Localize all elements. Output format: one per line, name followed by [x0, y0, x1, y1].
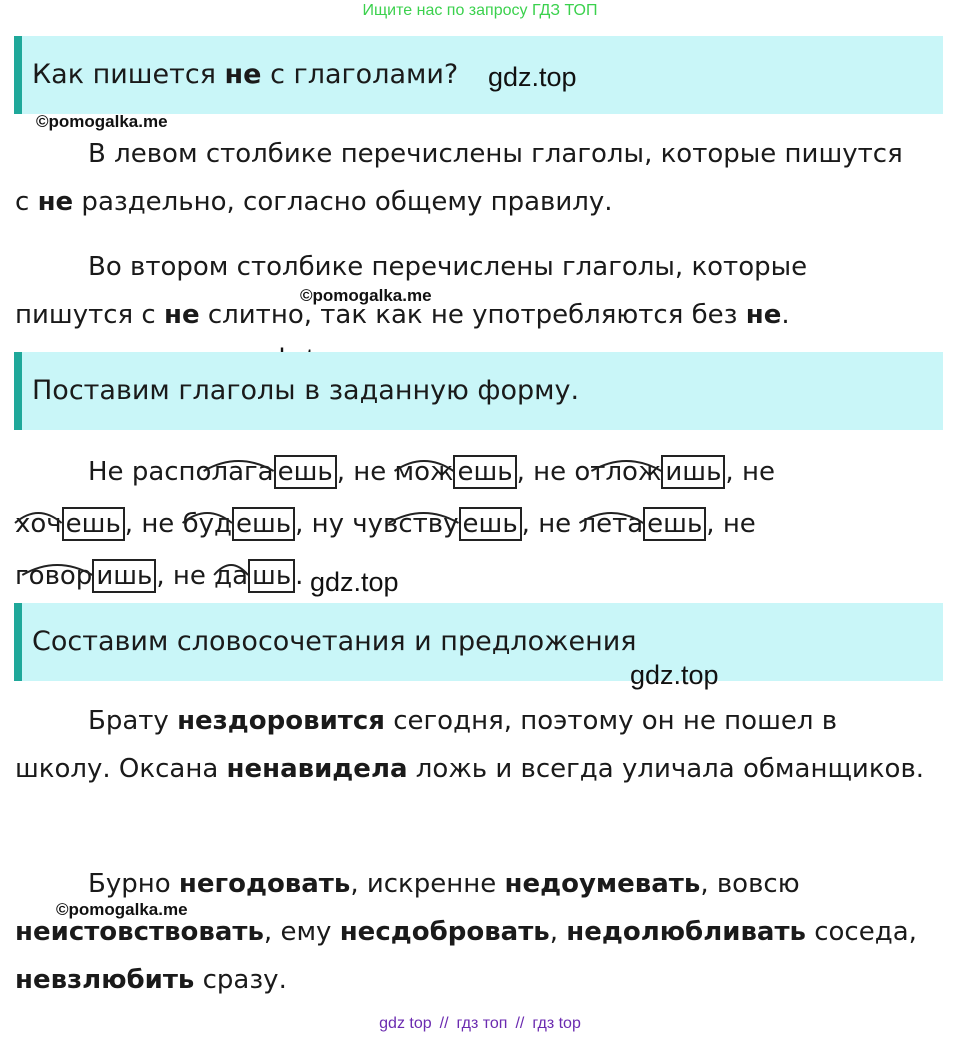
word-prefix: не — [538, 509, 580, 539]
verb-form — [352, 507, 538, 541]
word-stem: располага — [131, 457, 274, 487]
word-ending-box: ешь — [459, 507, 522, 541]
word-ending-box: ешь — [274, 455, 337, 489]
heading-2-text: Поставим глаголы в заданную форму. — [32, 375, 580, 406]
verb-form — [574, 455, 742, 489]
word-punct: . — [295, 561, 304, 591]
gdz-watermark: gdz.top — [630, 660, 719, 690]
word-ending-box: ешь — [232, 507, 295, 541]
verb-form — [579, 507, 722, 541]
pomogalka-watermark: ©pomogalka.me — [56, 900, 188, 919]
word-punct: , — [706, 509, 723, 539]
verb-form — [214, 559, 303, 593]
gdz-watermark: gdz.top — [488, 62, 577, 92]
heading-1-text-after: с глаголами? — [261, 59, 459, 90]
word-ending-box: ешь — [643, 507, 706, 541]
paragraph-4: Бурно негодовать, искренне недоумевать, вовсю неистовствовать, ему несдобровать, недолюбливать соседа, невзлюбить сразу. — [15, 869, 917, 995]
heading-1-text-before: Как пишется — [32, 59, 225, 90]
verb-form — [15, 507, 141, 541]
verb-form — [395, 455, 534, 489]
word-punct: , — [725, 457, 742, 487]
word-stem: мож — [394, 457, 454, 487]
heading-3-text: Составим словосочетания и предложения — [32, 626, 637, 657]
word-punct: , — [336, 457, 354, 487]
word-ending-box: ешь — [62, 507, 125, 541]
word-punct: , — [516, 457, 534, 487]
word-prefix: ну — [311, 509, 353, 539]
word-stem: да — [214, 561, 249, 591]
word-prefix: не — [722, 509, 756, 539]
word-prefix: Не — [88, 457, 132, 487]
verb-form — [183, 507, 312, 541]
morphology-paragraph — [15, 446, 925, 602]
paragraph-3: Брату нездоровится сегодня, поэтому он не пошел в школу. Оксана ненавидела ложь и всегда уличала обманщиков. — [15, 706, 925, 784]
top-banner: Ищите нас по запросу ГДЗ ТОП — [362, 2, 598, 19]
word-ending-box: шь — [248, 559, 295, 593]
pomogalka-watermark: ©pomogalka.me — [36, 112, 168, 131]
footer-link-1[interactable]: gdz top — [379, 1015, 432, 1032]
word-ending-box: ишь — [92, 559, 156, 593]
word-stem: говор — [15, 561, 93, 591]
verb-form — [15, 559, 173, 593]
word-prefix: не — [353, 457, 395, 487]
footer-link-2[interactable]: гдз топ — [456, 1015, 508, 1032]
word-ending-box: ишь — [661, 455, 725, 489]
word-stem: отлож — [574, 457, 662, 487]
word-punct: , — [521, 509, 539, 539]
paragraph-1: В левом столбике перечислены глаголы, которые пишутся с не раздельно, согласно общему правилу. — [15, 139, 903, 217]
word-punct: , — [295, 509, 312, 539]
word-punct: , — [124, 509, 142, 539]
word-punct: , — [156, 561, 173, 591]
heading-1-bold: не — [224, 59, 262, 90]
word-ending-box: ешь — [453, 455, 516, 489]
word-stem: буд — [182, 509, 232, 539]
footer-link-3[interactable]: гдз top — [532, 1015, 581, 1032]
word-prefix: не — [141, 509, 183, 539]
word-prefix: не — [741, 457, 775, 487]
word-prefix: не — [172, 561, 215, 591]
verb-form — [132, 455, 353, 489]
footer-links: gdz top // гдз топ // гдз top — [379, 1015, 581, 1032]
word-stem: хоч — [15, 509, 62, 539]
word-stem: чувству — [352, 509, 459, 539]
section-heading-2 — [14, 352, 943, 430]
section-heading-1 — [14, 36, 943, 114]
pomogalka-watermark: ©pomogalka.me — [300, 286, 432, 305]
section-heading-3 — [14, 603, 943, 681]
paragraph-2: Во втором столбике перечислены глаголы, которые пишутся с не слитно, так как не употребляются без не. — [15, 252, 808, 330]
word-stem: лета — [579, 509, 644, 539]
gdz-watermark: gdz.top — [310, 567, 399, 597]
word-prefix: не — [533, 457, 575, 487]
